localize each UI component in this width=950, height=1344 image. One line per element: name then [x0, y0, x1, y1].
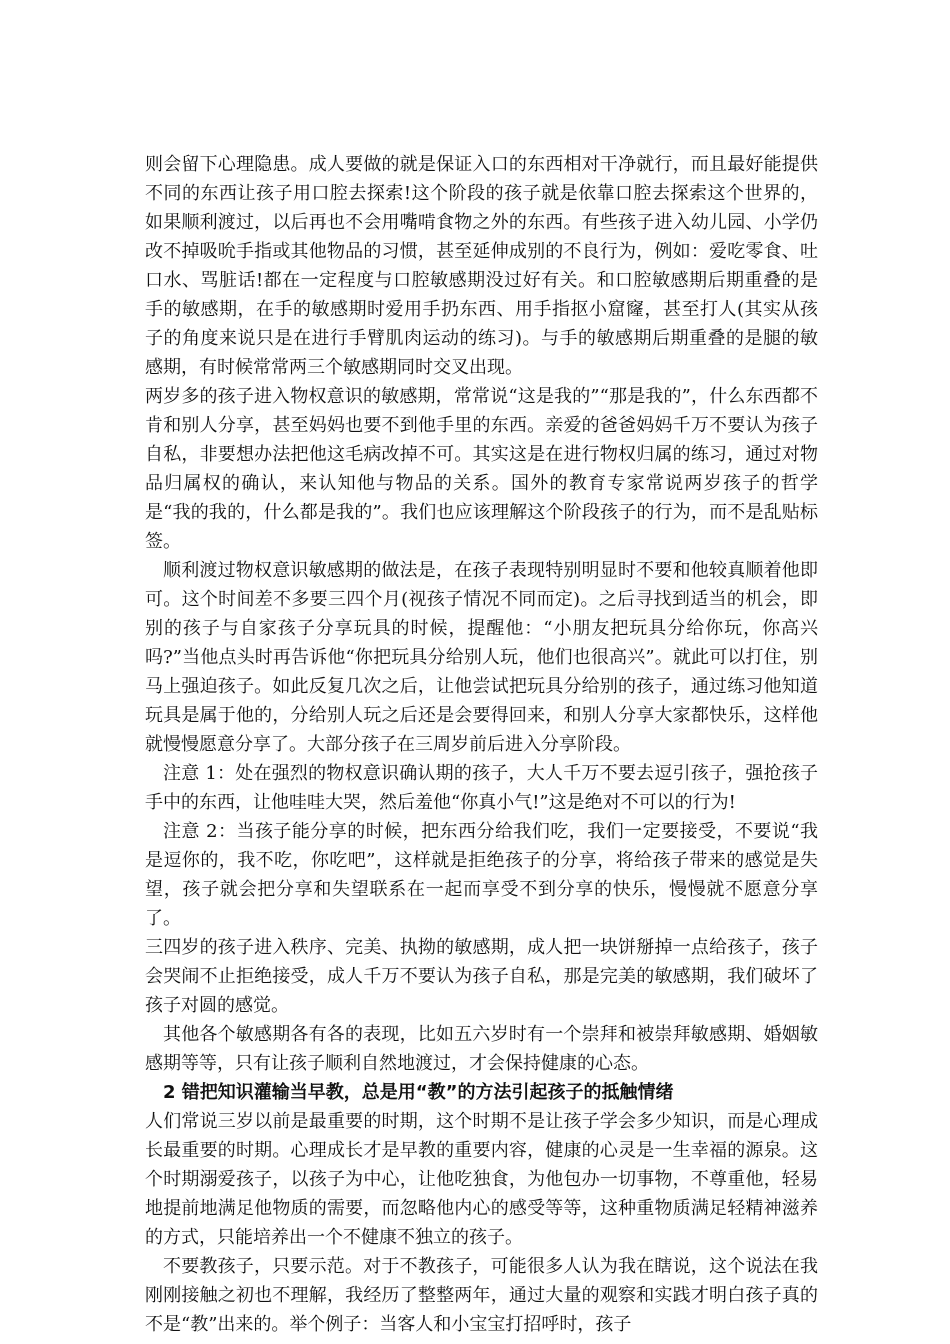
paragraph-ownership-guidance: 顺利渡过物权意识敏感期的做法是，在孩子表现特别明显时不要和他较真顺着他即可。这个时间差不多要三四个月(视孩子情况不同而定)。之后寻找到适当的机会，即别的孩子与自家孩子分享玩具的时候，提醒他：“小朋友把玩具分给你玩，你高兴吗?”当他点头时再告诉他“你把玩具分给别人玩，他们也很高兴”。就此可以打住，别马上强迫孩子。如此反复几次之后，让他尝试把玩具分给别的孩子，通过练习他知道玩具是属于他的，分给别人玩之后还是会要得回来，和别人分享大家都快乐，这样他就慢慢愿意分享了。大部分孩子在三周岁前后进入分享阶段。 [145, 560, 818, 755]
paragraph-note-1: 注意 1：处在强烈的物权意识确认期的孩子，大人千万不要去逗引孩子，强抢孩子手中的东西，让他哇哇大哭，然后羞他“你真小气!”这是绝对不可以的行为! [145, 763, 818, 813]
paragraph-order-sensitive-period: 三四岁的孩子进入秩序、完美、执拗的敏感期，成人把一块饼掰掉一点给孩子，孩子会哭闹不止拒绝接受，成人千万不要认为孩子自私，那是完美的敏感期，我们破坏了孩子对圆的感觉。 [145, 937, 818, 1016]
paragraph-note-2: 注意 2：当孩子能分享的时候，把东西分给我们吃，我们一定要接受，不要说“我是逗你的，我不吃，你吃吧”，这样就是拒绝孩子的分享，将给孩子带来的感觉是失望，孩子就会把分享和失望联系在一起而享受不到分享的快乐，慢慢就不愿意分享了。 [145, 821, 818, 929]
section-heading-2: 2 错把知识灌输当早教，总是用“教”的方法引起孩子的抵触情绪 [163, 1082, 674, 1103]
paragraph-other-sensitive-periods: 其他各个敏感期各有各的表现，比如五六岁时有一个崇拜和被崇拜敏感期、婚姻敏感期等等，只有让孩子顺利自然地渡过，才会保持健康的心态。 [145, 1024, 818, 1074]
document-page [145, 150, 818, 1339]
paragraph-demonstrate-not-teach: 不要教孩子，只要示范。对于不教孩子，可能很多人认为我在瞎说，这个说法在我刚刚接触之初也不理解，我经历了整整两年，通过大量的观察和实践才明白孩子真的不是“教”出来的。举个例子：当客人和小宝宝打招呼时，孩子 [145, 1256, 818, 1335]
paragraph-oral-sensitive-period: 则会留下心理隐患。成人要做的就是保证入口的东西相对干净就行，而且最好能提供不同的东西让孩子用口腔去探索!这个阶段的孩子就是依靠口腔去探索这个世界的，如果顺利渡过，以后再也不会用嘴啃食物之外的东西。有些孩子进入幼儿园、小学仍改不掉吸吮手指或其他物品的习惯，甚至延伸成别的不良行为，例如：爱吃零食、吐口水、骂脏话!都在一定程度与口腔敏感期没过好有关。和口腔敏感期后期重叠的是手的敏感期，在手的敏感期时爱用手扔东西、用手指抠小窟窿，甚至打人(其实从孩子的角度来说只是在进行手臂肌肉运动的练习)。与手的敏感期后期重叠的是腿的敏感期，有时候常常两三个敏感期同时交叉出现。 [145, 154, 818, 378]
paragraph-early-education: 人们常说三岁以前是最重要的时期，这个时期不是让孩子学会多少知识，而是心理成长最重要的时期。心理成长才是早教的重要内容，健康的心灵是一生幸福的源泉。这个时期溺爱孩子，以孩子为中心，让他吃独食，为他包办一切事物，不尊重他，轻易地提前地满足他物质的需要，而忽略他内心的感受等等，这种重物质满足轻精神滋养的方式，只能培养出一个不健康不独立的孩子。 [145, 1111, 818, 1248]
paragraph-ownership-sensitive-period: 两岁多的孩子进入物权意识的敏感期，常常说“这是我的”“那是我的”，什么东西都不肯和别人分享，甚至妈妈也要不到他手里的东西。亲爱的爸爸妈妈千万不要认为孩子自私，非要想办法把他这毛病改掉不可。其实这是在进行物权归属的练习，通过对物品归属权的确认，来认知他与物品的关系。国外的教育专家常说两岁孩子的哲学是“我的我的，什么都是我的”。我们也应该理解这个阶段孩子的行为，而不是乱贴标签。 [145, 386, 818, 552]
